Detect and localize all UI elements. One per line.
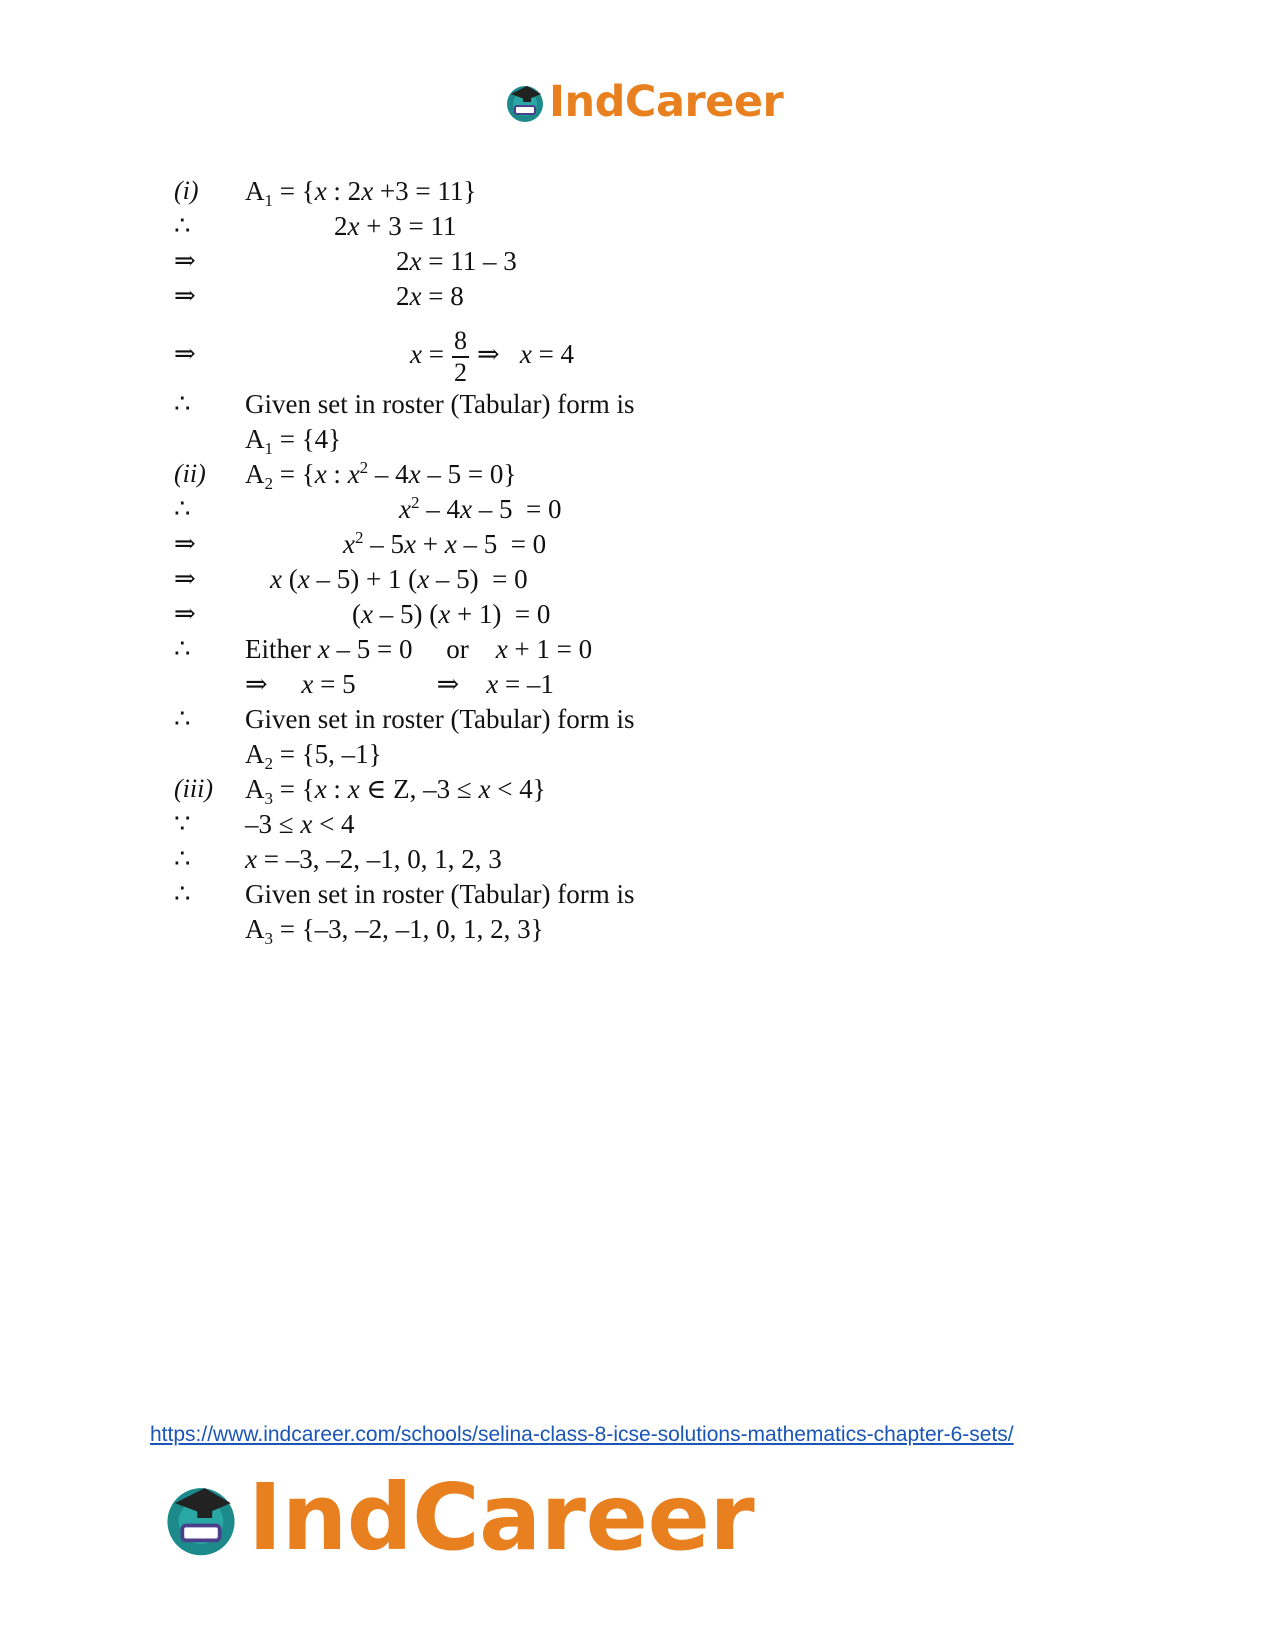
therefore-symbol: ∴ bbox=[174, 844, 191, 873]
graduation-cap-globe-icon bbox=[160, 1477, 242, 1559]
therefore-symbol: ∴ bbox=[174, 389, 191, 418]
fraction-equation-line: x = $\frac{8}{2}$ ⇒ x = 4 bbox=[410, 325, 575, 387]
equation-line: (x – 5) (x + 1) = 0 bbox=[352, 599, 551, 629]
therefore-symbol: ∴ bbox=[174, 634, 191, 663]
implies-symbol: ⇒ bbox=[174, 339, 196, 368]
therefore-symbol: ∴ bbox=[174, 704, 191, 733]
part-label: (ii) bbox=[174, 459, 206, 488]
equation-line: Either x – 5 = 0 or x + 1 = 0 bbox=[245, 634, 593, 664]
equation-line: $x^2 - 4x - 5 = 0$ bbox=[399, 493, 562, 524]
implies-symbol: ⇒ bbox=[174, 529, 196, 558]
equation-line: ⇒ x = 5 ⇒ x = –1 bbox=[245, 669, 554, 699]
roster-statement: Given set in roster (Tabular) form is bbox=[245, 389, 635, 419]
roster-statement: Given set in roster (Tabular) form is bbox=[245, 879, 635, 909]
equation-line: x = –3, –2, –1, 0, 1, 2, 3 bbox=[245, 844, 502, 874]
equation-line: $A_1 = \{x$ : 2x +3 = 11} bbox=[245, 176, 477, 210]
equation-line: 2x + 3 = 11 bbox=[334, 211, 457, 241]
implies-symbol: ⇒ bbox=[174, 246, 196, 275]
therefore-symbol: ∴ bbox=[174, 879, 191, 908]
footer-url-link[interactable]: https://www.indcareer.com/schools/selina-class-8-icse-solutions-mathematics-chapter-6-sets/ bbox=[150, 1423, 1014, 1446]
equation-line: 2x = 11 – 3 bbox=[396, 246, 517, 276]
footer-logo bbox=[160, 1464, 755, 1571]
part-label: (i) bbox=[174, 176, 199, 205]
therefore-symbol: ∴ bbox=[174, 494, 191, 523]
implies-symbol: ⇒ bbox=[174, 599, 196, 628]
footer-logo-text: IndCareer bbox=[248, 1464, 755, 1571]
equation-line: x (x – 5) + 1 (x – 5) = 0 bbox=[270, 564, 528, 594]
equation-line: 2x = 8 bbox=[396, 281, 464, 311]
roster-answer: $A_2 = \{5$, –1} bbox=[245, 739, 382, 773]
equation-line: $x^2 - 5x + x - 5 = 0$ bbox=[343, 528, 547, 559]
equation-line: $A_3 = \{x$ : x ∈ Z, –3 ≤ x < 4} bbox=[245, 774, 546, 808]
implies-symbol: ⇒ bbox=[174, 281, 196, 310]
roster-answer: $A_1 = \{4\}$ bbox=[245, 424, 342, 458]
roster-statement: Given set in roster (Tabular) form is bbox=[245, 704, 635, 734]
implies-symbol: ⇒ bbox=[174, 564, 196, 593]
because-symbol: ∵ bbox=[174, 809, 191, 838]
roster-answer: $A_3 = \{-3$, –2, –1, 0, 1, 2, 3} bbox=[245, 914, 544, 948]
fraction: $\frac{8}{2}$ bbox=[453, 325, 467, 387]
equation-line: –3 ≤ x < 4 bbox=[245, 809, 355, 839]
equation-line: $A_2 = \{x$ : $x^2 - 4x - 5 = 0$} bbox=[245, 458, 517, 493]
header-logo-text: IndCareer bbox=[549, 77, 784, 127]
therefore-symbol: ∴ bbox=[174, 211, 191, 240]
part-label: (iii) bbox=[174, 774, 213, 803]
